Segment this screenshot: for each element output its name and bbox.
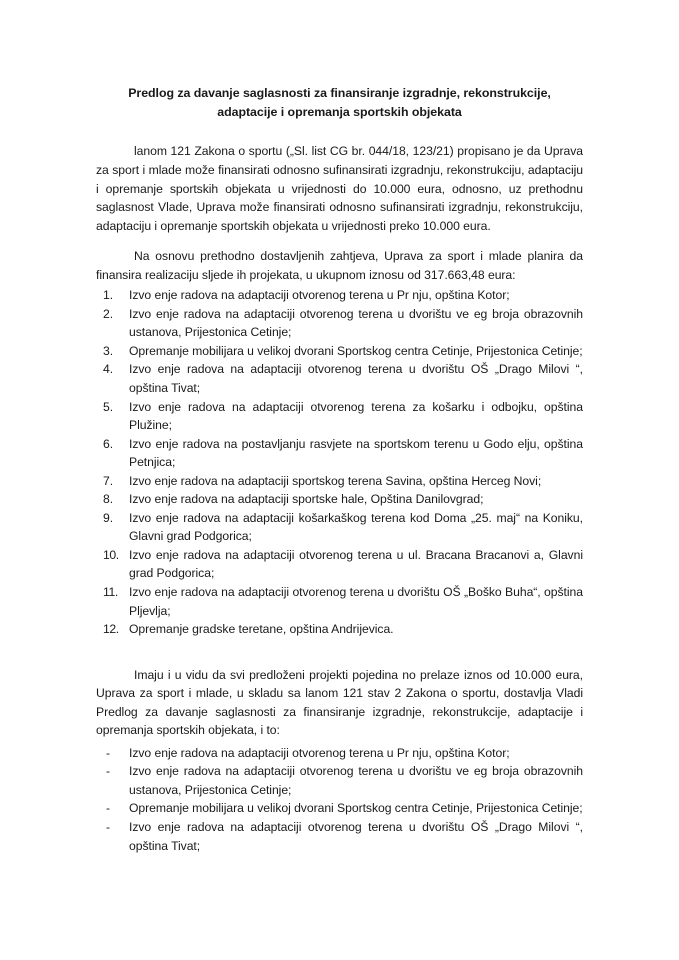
list-item-text: Izvo enje radova na adaptaciji otvorenog terena za košarku i odbojku, opština Plužine; xyxy=(129,399,583,433)
list-item xyxy=(103,305,583,342)
list-item-text: Izvo enje radova na adaptaciji otvorenog terena u ul. Bracana Bracanovi a, Glavni grad Podgorica; xyxy=(129,547,583,581)
paragraph-legal-basis: lanom 121 Zakona o sportu („Sl. list CG br. 044/18, 123/21) propisano je da Uprava za sport i mlade može finansirati odnosno sufinansirati izgradnju, rekonstrukciju, adaptaciju i opremanje sportskih objekata u vrijednosti do 10.000 eura, odnosno, uz prethodnu saglasnost Vlade, Uprava može finansirati odnosno sufinansirati izgradnju, rekonstrukciju, adaptaciju i opremanje sportskih objekata u vrijednosti preko 10.000 eura. xyxy=(96,144,583,233)
list-item xyxy=(103,490,583,509)
list-item xyxy=(103,509,583,546)
list-item xyxy=(103,398,583,435)
list-item-text: Izvo enje radova na adaptaciji sportskog terena Savina, opština Herceg Novi; xyxy=(129,473,542,488)
list-item-text: Izvo enje radova na adaptaciji otvorenog terena u dvorištu OŠ „Drago Milovi “, opština Tivat; xyxy=(129,362,583,395)
list-item-text: - Izvo enje radova na adaptaciji otvorenog terena u Pr nju, opština Kotor; xyxy=(129,745,510,760)
list-item xyxy=(103,546,583,583)
list-item xyxy=(103,762,583,799)
list-item xyxy=(103,286,583,305)
paragraph-consent-request: Imaju i u vidu da svi predloženi projekti pojedina no prelaze iznos od 10.000 eura, Uprava za sport i mlade, u skladu sa lanom 121 stav 2 Zakona o sportu, dostavlja Vladi Predlog za davanje saglasnosti za finansiranje izgradnje, rekonstrukcije, adaptacije i opremanja sportskih objekata, i to: xyxy=(96,667,583,738)
list-item xyxy=(103,744,583,763)
list-item-text: Izvo enje radova na adaptaciji košarkaškog terena kod Doma „25. maj“ na Koniku, Glavni grad Podgorica; xyxy=(129,510,583,544)
list-item xyxy=(103,360,583,397)
list-item-text: Izvo enje radova na adaptaciji otvorenog terena u Pr nju, opština Kotor; xyxy=(129,288,510,303)
list-item xyxy=(103,583,583,620)
list-item-text: Izvo enje radova na adaptaciji otvorenog terena u dvorištu ve eg broja obrazovnih ustanova, Prijestonica Cetinje; xyxy=(129,306,583,340)
list-item-text: - Izvo enje radova na adaptaciji otvorenog terena u dvorištu OŠ „Drago Milovi “, opština Tivat; xyxy=(129,820,583,853)
page-title-line-2: adaptacije i opremanja sportskih objekata xyxy=(217,105,462,120)
list-item xyxy=(103,342,583,361)
paragraph-project-funding: Na osnovu prethodno dostavljenih zahtjeva, Uprava za sport i mlade planira da finansira realizaciju sljede ih projekata, u ukupnom iznosu od 317.663,48 eura: xyxy=(96,249,583,282)
list-item-text: Izvo enje radova na postavljanju rasvjete na sportskom terenu u Godo elju, opština Petnjica; xyxy=(129,436,583,470)
project-numbered-list xyxy=(96,286,583,638)
list-item-text: Opremanje gradske teretane, opština Andrijevica. xyxy=(129,622,394,637)
project-dash-list xyxy=(96,744,583,855)
list-item-text: Izvo enje radova na adaptaciji sportske hale, Opština Danilovgrad; xyxy=(129,492,484,507)
page-title-line-1: Predlog za davanje saglasnosti za finansiranje izgradnje, rekonstrukcije, xyxy=(128,86,551,100)
list-item-text: Opremanje mobilijara u velikoj dvorani Sportskog centra Cetinje, Prijestonica Cetinje; xyxy=(129,343,583,358)
list-item xyxy=(103,818,583,855)
page-title xyxy=(96,84,583,122)
list-item-text: Izvo enje radova na adaptaciji otvorenog terena u dvorištu OŠ „Boško Buha“, opština Pljevlja; xyxy=(129,585,583,618)
list-item xyxy=(103,435,583,472)
list-item-text: - Izvo enje radova na adaptaciji otvorenog terena u dvorištu ve eg broja obrazovnih ustanova, Prijestonica Cetinje; xyxy=(129,764,583,797)
list-item xyxy=(103,472,583,491)
list-item-text: - Opremanje mobilijara u velikoj dvorani Sportskog centra Cetinje, Prijestonica Cetinje; xyxy=(129,801,583,816)
list-item xyxy=(103,799,583,818)
list-item xyxy=(103,620,583,639)
